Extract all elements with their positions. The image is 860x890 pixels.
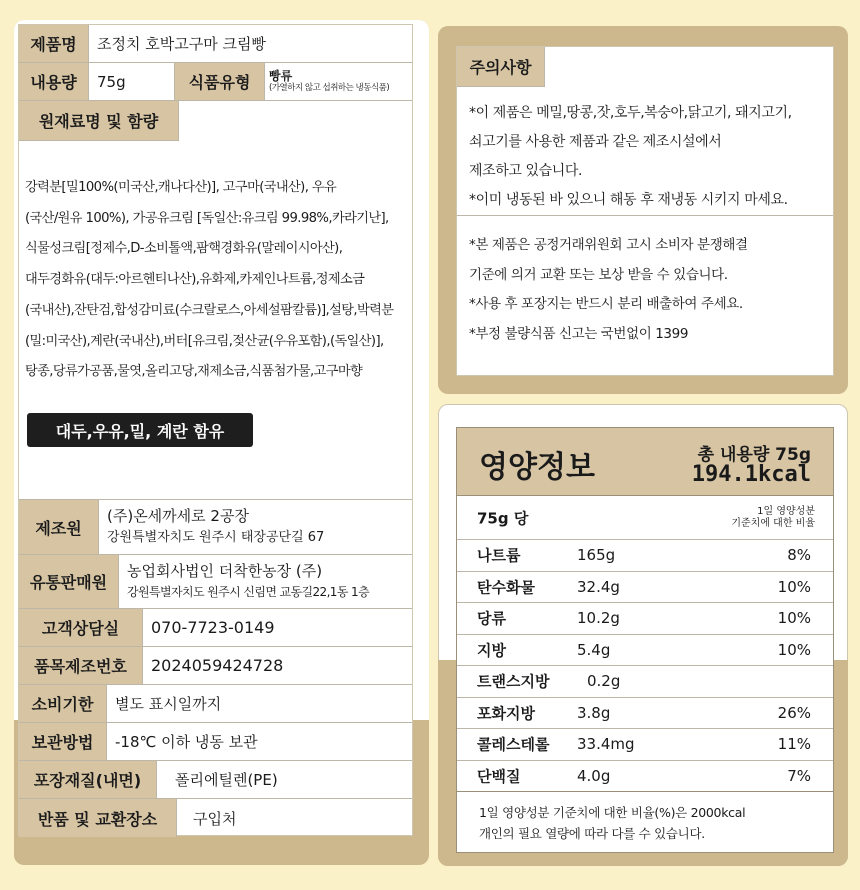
- nutrient-name: 나트륨: [477, 546, 521, 565]
- nutrient-row: [457, 698, 833, 730]
- nutrient-row: [457, 729, 833, 761]
- serving-row: [457, 496, 833, 540]
- caution-title: 주의사항: [457, 47, 545, 87]
- packaging-value: 폴리에틸렌(PE): [175, 771, 278, 789]
- nutrient-row: [457, 572, 833, 604]
- customer-service-label: 고객상담실: [19, 609, 143, 646]
- nutrition-header: [457, 428, 833, 496]
- nutrient-row: [457, 540, 833, 572]
- ingredients-list: 강력분[밀100%(미국산,캐나다산)], 고구마(국내산), 우유 (국산/원유 100%), 가공유크림 [독일산:유크림 99.98%,카라기난], 식물성크림[정제수,D-소비톨액,팜핵경화유(말레이시아산), 대두경화유(대두:아르헨티나산),유화제,카제인나트륨,정제소금 (국내산),잔탄검,합성감미료(수크랄로스,아세설팜칼륨)],설탕,박력분 (밀:미국산),계란(국내산),버터[유크림,젖산균(우유포함),(독일산)], 탕종,당류가공품,물엿,올리고당,재제소금,식품첨가물,고구마향: [25, 180, 394, 380]
- expiry-label: 소비기한: [19, 685, 107, 722]
- maker-name: (주)온세까세로 2공장: [107, 507, 249, 525]
- nutrient-row: [457, 666, 833, 698]
- nutrition-table: [456, 427, 834, 853]
- nutrient-row: [457, 761, 833, 793]
- return-label: 반품 및 교환장소: [19, 799, 177, 837]
- nutrient-amount: 10.2g: [577, 609, 620, 628]
- serving-size: 75g 당: [477, 509, 529, 527]
- nutrient-name: 트랜스지방: [477, 672, 550, 691]
- daily-value-header: 1일 영양성분 기준치에 대한 비율: [731, 506, 815, 529]
- report-number: 2024059424728: [151, 656, 284, 675]
- nutrient-amount: 33.4mg: [577, 735, 635, 754]
- nutrient-name: 단백질: [477, 767, 521, 786]
- nutrient-amount: 165g: [577, 546, 616, 565]
- product-info-table: [18, 24, 413, 836]
- expiry-value: 별도 표시일까지: [115, 695, 222, 713]
- product-name-label: 제품명: [19, 25, 89, 62]
- product-name: 조정치 호박고구마 크림빵: [97, 35, 266, 53]
- nutrient-amount: 3.8g: [577, 703, 611, 722]
- nutrient-name: 포화지방: [477, 704, 535, 723]
- caution-card: [456, 46, 834, 376]
- allergy-badge: 대두,우유,밀, 계란 함유: [27, 413, 253, 447]
- nutrient-amount: 0.2g: [587, 672, 621, 691]
- customer-service-phone: 070-7723-0149: [151, 618, 275, 637]
- caution-divider: [457, 215, 833, 216]
- nutrient-percent: 7%: [787, 766, 811, 785]
- nutrient-percent: 8%: [787, 546, 811, 565]
- content-label: 내용량: [19, 63, 89, 100]
- total-kcal: 194.1kcal: [691, 462, 811, 487]
- nutrient-amount: 4.0g: [577, 766, 611, 785]
- nutrient-percent: 26%: [777, 703, 811, 722]
- content-value: 75g: [89, 63, 175, 100]
- food-type-label: 식품유형: [175, 63, 265, 100]
- storage-label: 보관방법: [19, 723, 107, 760]
- nutrient-amount: 32.4g: [577, 577, 620, 596]
- food-type: 빵류: [269, 68, 293, 83]
- caution-text-1: *이 제품은 메밀,땅콩,잣,호두,복숭아,닭고기, 돼지고기, 쇠고기를 사용한 제품과 같은 제조시설에서 제조하고 있습니다. *이미 냉동된 바 있으니 해동 후 재냉동 시키지 마세요.: [469, 105, 792, 208]
- nutrient-percent: 11%: [777, 735, 811, 754]
- return-value: 구입처: [193, 809, 237, 828]
- maker-address: 강원특별자치도 원주시 태장공단길 67: [107, 530, 325, 545]
- nutrient-name: 당류: [477, 609, 506, 628]
- nutrition-note: 1일 영양성분 기준치에 대한 비율(%)은 2000kcal 개인의 필요 열량에 따라 다를 수 있습니다.: [479, 805, 746, 841]
- storage-value: -18℃ 이하 냉동 보관: [115, 733, 258, 751]
- report-number-label: 품목제조번호: [19, 647, 143, 684]
- nutrient-percent: 10%: [777, 577, 811, 596]
- nutrient-percent: 10%: [777, 609, 811, 628]
- nutrient-name: 탄수화물: [477, 578, 535, 597]
- ingredients-label: 원재료명 및 함량: [19, 101, 179, 141]
- distributor-name: 농업회사법인 더착한농장 (주): [127, 561, 323, 580]
- nutrient-row: [457, 603, 833, 635]
- nutrient-row: [457, 635, 833, 667]
- nutrient-name: 지방: [477, 641, 506, 660]
- nutrition-title: 영양정보: [479, 450, 595, 485]
- nutrient-amount: 5.4g: [577, 640, 611, 659]
- distributor-address: 강원특별자치도 원주시 신림면 교동길22,1동 1층: [127, 584, 370, 599]
- packaging-label: 포장재질(내면): [19, 761, 157, 798]
- nutrient-name: 콜레스테롤: [477, 735, 550, 754]
- food-type-note: (가열하지 않고 섭취하는 냉동식품): [269, 82, 390, 93]
- distributor-label: 유통판매원: [19, 555, 119, 608]
- total-content: 총 내용량 75g: [697, 445, 811, 465]
- nutrient-percent: 10%: [777, 640, 811, 659]
- caution-text-2: *본 제품은 공정거래위원회 고시 소비자 분쟁해결 기준에 의거 교환 또는 보상 받을 수 있습니다. *사용 후 포장지는 반드시 분리 배출하여 주세요. *부정 불량식품 신고는 국번없이 1399: [469, 237, 748, 342]
- maker-label: 제조원: [19, 500, 99, 554]
